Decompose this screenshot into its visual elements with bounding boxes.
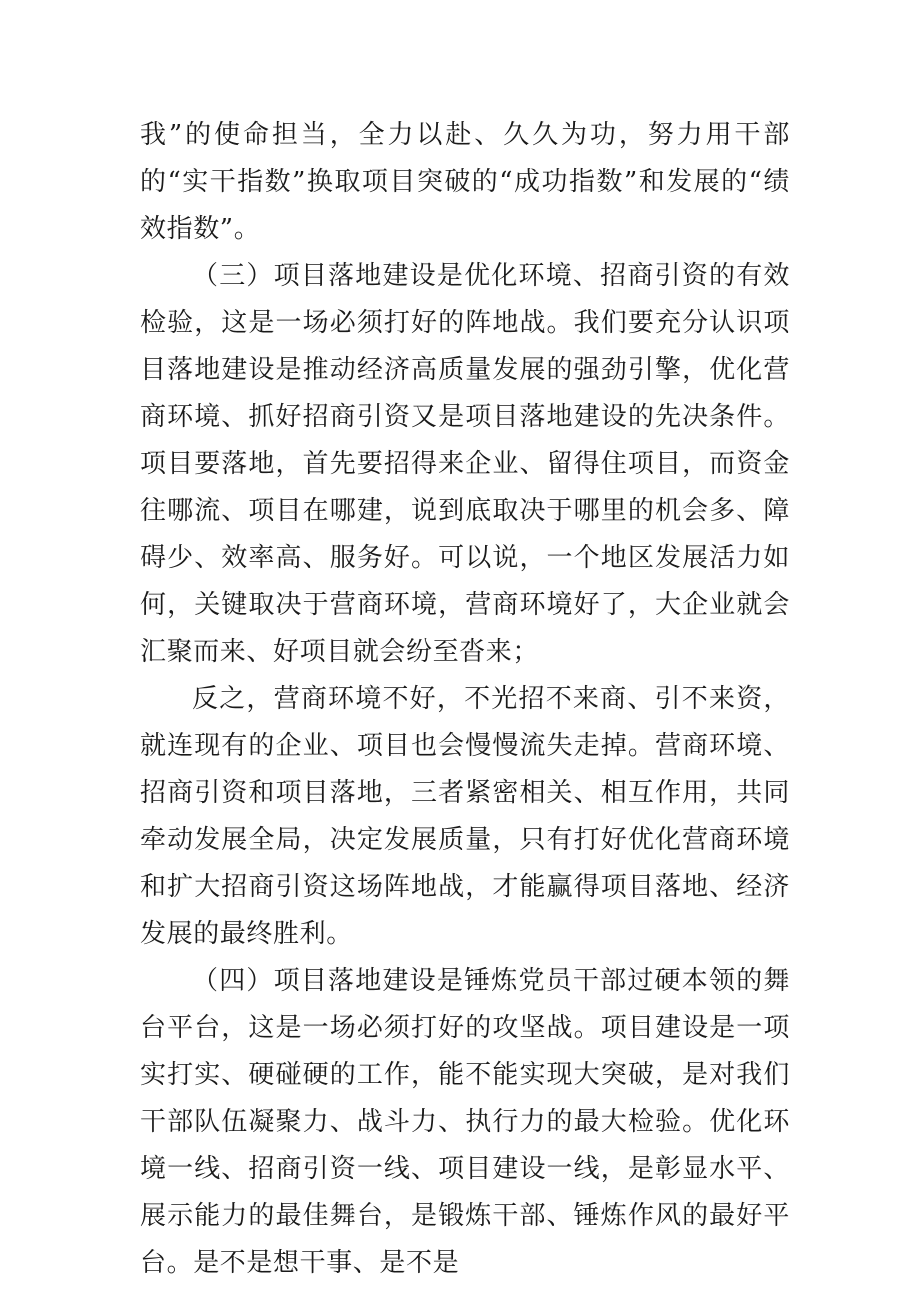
document-body [140,112,790,1287]
paragraph-conversely: 反之，营商环境不好，不光招不来商、引不来资，就连现有的企业、项目也会慢慢流失走掉。营商环境、招商引资和项目落地，三者紧密相关、相互作用，共同牵动发展全局，决定发展质量，只有打好优化营商环境和扩大招商引资这场阵地战，才能赢得项目落地、经济发展的最终胜利。 [140,684,790,949]
paragraph-section-three: （三）项目落地建设是优化环境、招商引资的有效检验，这是一场必须打好的阵地战。我们要充分认识项目落地建设是推动经济高质量发展的强劲引擎，优化营商环境、抓好招商引资又是项目落地建设的先决条件。项目要落地，首先要招得来企业、留得住项目，而资金往哪流、项目在哪建，说到底取决于哪里的机会多、障碍少、效率高、服务好。可以说，一个地区发展活力如何，关键取决于营商环境，营商环境好了，大企业就会汇聚而来、好项目就会纷至沓来； [140,261,790,667]
paragraph-section-four: （四）项目落地建设是锤炼党员干部过硬本领的舞台平台，这是一场必须打好的攻坚战。项目建设是一项实打实、硬碰硬的工作，能不能实现大突破，是对我们干部队伍凝聚力、战斗力、执行力的最大检验。优化环境一线、招商引资一线、项目建设一线，是彰显水平、展示能力的最佳舞台，是锻炼干部、锤炼作风的最好平台。是不是想干事、是不是 [140,966,790,1278]
paragraph-continuation: 我”的使命担当，全力以赴、久久为功，努力用干部的“实干指数”换取项目突破的“成功指数”和发展的“绩效指数”。 [140,120,790,244]
